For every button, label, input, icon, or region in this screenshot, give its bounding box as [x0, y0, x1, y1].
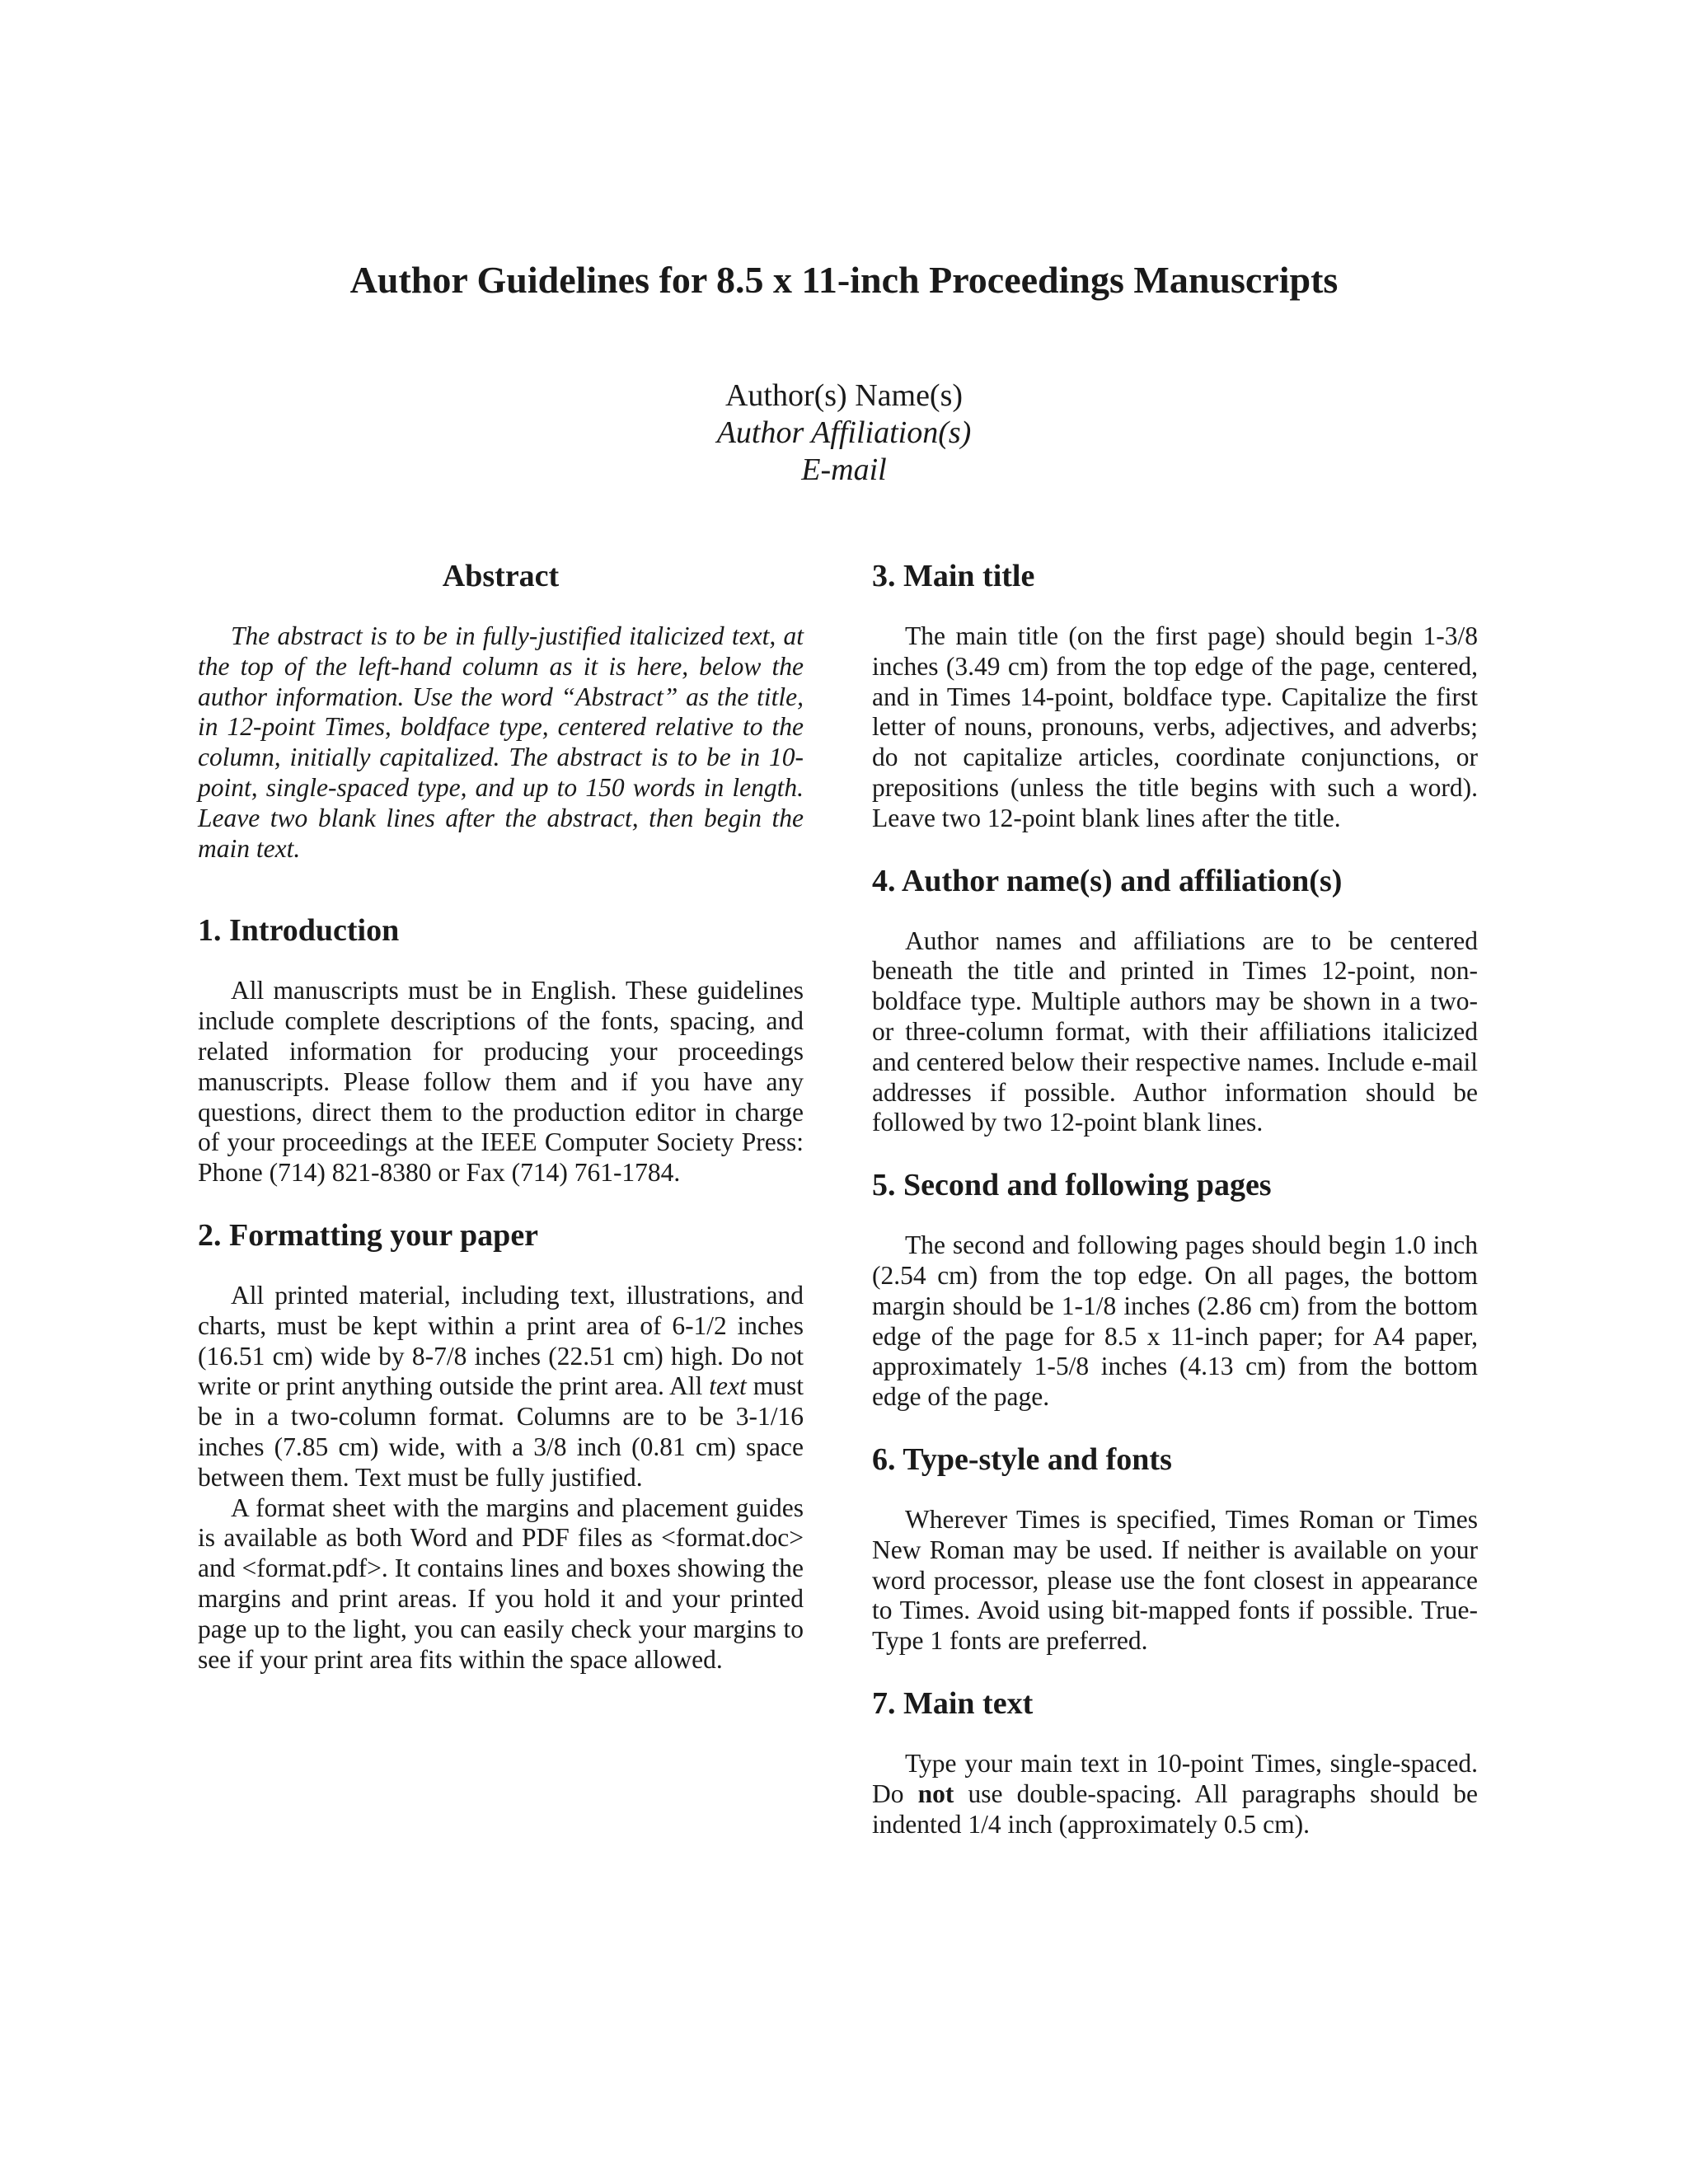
main-title-section: [872, 557, 1478, 834]
main-text-section: [872, 1685, 1478, 1840]
author-email: E-mail: [801, 452, 887, 487]
typestyle-section: [872, 1441, 1478, 1657]
formatting-paragraph-1: All printed material, including text, illustrations, and charts, must be kept within a print area of 6-1/2 inches (16.51 cm) wide by 8-7/8 inches (22.51 cm) high. Do not write or print anything outside the print area. All text must be in a two-column format. Columns are to be 3-1/16 inches (7.85 cm) wide, with a 3/8 inch (0.81 cm) space between them. Text must be fully justified.: [198, 1280, 804, 1492]
main-text-heading: 7. Main text: [872, 1685, 1034, 1721]
introduction-paragraph: All manuscripts must be in English. These guidelines include complete descriptions of the fonts, spacing, and related information for producing your proceedings manuscripts. Please follow them and if you have any questions, direct them to the production editor in charge of your proceedings at the IEEE Computer Society Press: Phone (714) 821-8380 or Fax (714) 761-1784.: [198, 976, 804, 1188]
typestyle-paragraph: Wherever Times is specified, Times Roman or Times New Roman may be used. If neither is available on your word processor, please use the font closest in appearance to Times. Avoid using bit-mapped fonts if possible. True-Type 1 fonts are preferred.: [872, 1504, 1478, 1656]
introduction-heading: 1. Introduction: [198, 913, 400, 949]
abstract-heading: Abstract: [442, 559, 560, 593]
second-pages-paragraph: The second and following pages should begin 1.0 inch (2.54 cm) from the top edge. On all pages, the bottom margin should be 1-1/8 inches (2.86 cm) from the bottom edge of the page for 8.5 x 11-inch paper; for A4 paper, approximately 1-5/8 inches (4.13 cm) from the bottom edge of the page.: [872, 1230, 1478, 1412]
second-pages-heading: 5. Second and following pages: [872, 1168, 1272, 1203]
author-names-section: [872, 862, 1478, 1139]
formatting-paragraph-2: A format sheet with the margins and placement guides is available as both Word and PDF files as <format.doc> and <format.pdf>. It contains lines and boxes showing the margins and print areas. If you hold it and your printed page up to the light, you can easily check your margins to see if your print area fits within the space allowed.: [198, 1493, 804, 1674]
abstract-section: [198, 557, 804, 864]
formatting-section: [198, 1216, 804, 1675]
abstract-text: The abstract is to be in fully-justified italicized text, at the top of the left-hand column as it is here, below the author information. Use the word “Abstract” as the title, in 12-point Times, boldface type, centered relative to the column, initially capitalized. The abstract is to be in 10-point, single-spaced type, and up to 150 words in length. Leave two blank lines after the abstract, then begin the main text.: [198, 621, 804, 863]
introduction-section: [198, 912, 804, 1188]
main-title-paragraph: The main title (on the first page) should begin 1-3/8 inches (3.49 cm) from the top edge of the page, centered, and in Times 14-point, boldface type. Capitalize the first letter of nouns, pronouns, verbs, adjectives, and adverbs; do not capitalize articles, coordinate conjunctions, or prepositions (unless the title begins with such a word). Leave two 12-point blank lines after the title.: [872, 621, 1478, 832]
right-column: [872, 557, 1478, 1868]
left-column: [198, 557, 804, 1703]
author-names-paragraph: Author names and affiliations are to be centered beneath the title and printed in Times 12-point, non-boldface type. Multiple authors may be shown in a two- or three-column format, with their affiliations italicized and centered below their respective names. Include e-mail addresses if possible. Author information should be followed by two 12-point blank lines.: [872, 926, 1478, 1137]
formatting-heading: 2. Formatting your paper: [198, 1217, 539, 1253]
main-title-heading: 3. Main title: [872, 559, 1035, 593]
typestyle-heading: 6. Type-style and fonts: [872, 1441, 1172, 1477]
author-names-heading: 4. Author name(s) and affiliation(s): [872, 863, 1343, 898]
author-block: [0, 377, 1688, 489]
main-text-paragraph: Type your main text in 10-point Times, single-spaced. Do not use double-spacing. All paragraphs should be indented 1/4 inch (approximately 0.5 cm).: [872, 1748, 1478, 1839]
author-affiliation: Author Affiliation(s): [716, 415, 972, 450]
author-names: Author(s) Name(s): [724, 378, 964, 413]
paper-title: Author Guidelines for 8.5 x 11-inch Proceedings Manuscripts: [349, 259, 1339, 301]
second-pages-section: [872, 1166, 1478, 1413]
